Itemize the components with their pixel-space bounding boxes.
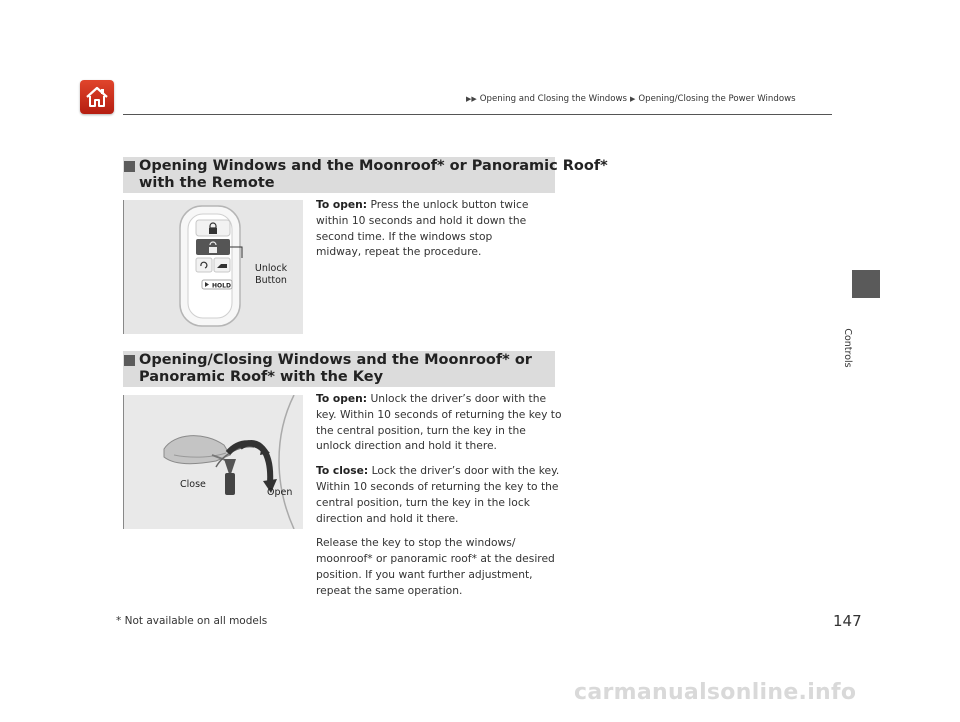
- breadcrumb-arrow-icon: ▶▶: [466, 95, 477, 103]
- open-label: To open:: [316, 198, 368, 211]
- section-title-line2: with the Remote: [139, 175, 275, 191]
- open-instructions: Press the unlock button twice within 10 seconds and hold it down the second time. If the windows stop midway, repeat the procedure.: [316, 198, 529, 259]
- home-button[interactable]: [80, 80, 114, 114]
- close-direction-label: Close: [180, 479, 206, 490]
- chapter-tab-label[interactable]: Controls: [842, 328, 853, 368]
- heading-square-icon: [124, 161, 135, 172]
- section-title-line2: Panoramic Roof* with the Key: [139, 369, 384, 385]
- breadcrumb-item[interactable]: Opening and Closing the Windows: [479, 94, 627, 104]
- release-instructions: Release the key to stop the windows/ moonroof* or panoramic roof* at the desired position. If you want further adjustment, repeat the same operation.: [316, 536, 555, 597]
- callout-line1: Unlock: [254, 263, 288, 274]
- door-key-figure: [123, 395, 303, 529]
- section-title-line1: Opening Windows and the Moonroof* or Panoramic Roof*: [139, 158, 608, 174]
- home-icon: [84, 85, 110, 109]
- footnote: * Not available on all models: [116, 615, 268, 627]
- open-label: To open:: [316, 392, 368, 405]
- heading-square-icon: [124, 355, 135, 366]
- close-label: To close:: [316, 464, 369, 478]
- chapter-tab-marker[interactable]: [852, 270, 880, 298]
- section-heading: [123, 351, 555, 387]
- close-instructions: Lock the driver’s door with the key. Within 10 seconds of returning the key to the central position, turn the key in the lock direction and hold it there.: [316, 464, 560, 525]
- door-handle-illustration: [124, 395, 303, 529]
- breadcrumb-item[interactable]: Opening/Closing the Power Windows: [638, 94, 796, 104]
- fob-hold-label: HOLD: [212, 282, 231, 290]
- breadcrumb-arrow-icon: ▶: [630, 95, 636, 103]
- page-number: 147: [833, 612, 862, 630]
- section2-body: [316, 391, 562, 608]
- watermark: carmanualsonline.info: [574, 680, 857, 705]
- header-rule: [123, 114, 832, 115]
- breadcrumb: [466, 94, 796, 104]
- open-instructions: Unlock the driver’s door with the key. Within 10 seconds of returning the key to the central position, turn the key in the unlock direction and hold it there.: [316, 392, 562, 453]
- section1-body: [316, 197, 536, 269]
- section-title-line1: Opening/Closing Windows and the Moonroof* or: [139, 352, 532, 368]
- unlock-button-callout: [247, 263, 295, 287]
- remote-figure: [123, 200, 303, 334]
- open-direction-label: Open: [267, 487, 293, 498]
- section-heading: [123, 157, 608, 193]
- callout-line2: Button: [255, 275, 287, 286]
